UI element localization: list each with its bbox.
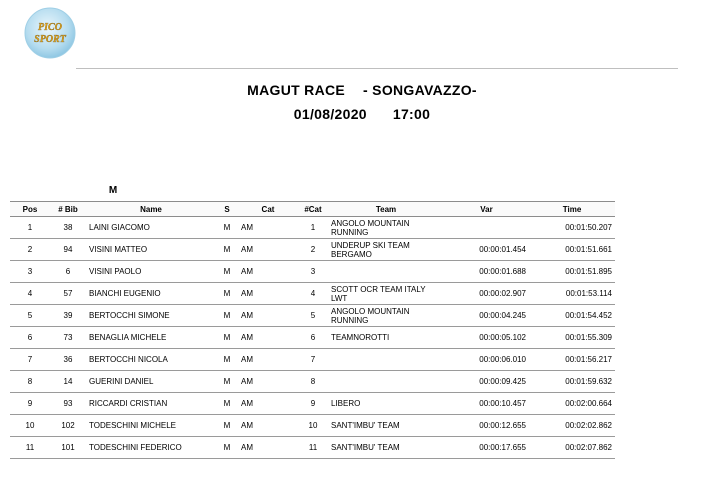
col-ncat-header: #Cat (298, 202, 328, 217)
cell-time: 00:01:54.452 (529, 305, 615, 327)
cell-team: ANGOLO MOUNTAIN RUNNING (328, 305, 444, 327)
cell-pos: 9 (10, 393, 50, 415)
cell-cat: AM (238, 415, 298, 437)
cell-pos: 11 (10, 437, 50, 459)
cell-sex: M (216, 415, 238, 437)
cell-sex: M (216, 327, 238, 349)
table-row (10, 217, 615, 239)
cell-cat: AM (238, 371, 298, 393)
cell-sex: M (216, 437, 238, 459)
col-bib-header: # Bib (50, 202, 86, 217)
cell-cat: AM (238, 393, 298, 415)
cell-cat: AM (238, 349, 298, 371)
cell-pos: 1 (10, 217, 50, 239)
race-date: 01/08/2020 (293, 106, 367, 122)
cell-cat: AM (238, 217, 298, 239)
cell-bib: 94 (50, 239, 86, 261)
cell-name: TODESCHINI MICHELE (86, 415, 216, 437)
cell-ncat: 6 (298, 327, 328, 349)
cell-team: ANGOLO MOUNTAIN RUNNING (328, 217, 444, 239)
cell-team (328, 371, 444, 393)
cell-pos: 3 (10, 261, 50, 283)
cell-name: BENAGLIA MICHELE (86, 327, 216, 349)
cell-bib: 38 (50, 217, 86, 239)
table-row (10, 305, 615, 327)
cell-time: 00:01:56.217 (529, 349, 615, 371)
cell-pos: 7 (10, 349, 50, 371)
table-row (10, 437, 615, 459)
race-datetime (0, 106, 724, 122)
cell-sex: M (216, 261, 238, 283)
group-row (10, 180, 615, 202)
cell-bib: 39 (50, 305, 86, 327)
col-pos-header: Pos (10, 202, 50, 217)
cell-var: 00:00:05.102 (444, 327, 529, 349)
cell-time: 00:02:02.862 (529, 415, 615, 437)
cell-ncat: 9 (298, 393, 328, 415)
cell-team: UNDERUP SKI TEAM BERGAMO (328, 239, 444, 261)
svg-text:PICO: PICO (38, 22, 62, 33)
cell-ncat: 10 (298, 415, 328, 437)
cell-var: 00:00:01.688 (444, 261, 529, 283)
cell-name: RICCARDI CRISTIAN (86, 393, 216, 415)
cell-sex: M (216, 393, 238, 415)
table-row (10, 371, 615, 393)
cell-var: 00:00:17.655 (444, 437, 529, 459)
cell-var (444, 217, 529, 239)
cell-sex: M (216, 217, 238, 239)
cell-var: 00:00:01.454 (444, 239, 529, 261)
table-header (10, 202, 615, 217)
cell-name: TODESCHINI FEDERICO (86, 437, 216, 459)
page-title (0, 82, 724, 98)
cell-bib: 93 (50, 393, 86, 415)
col-cat-header: Cat (238, 202, 298, 217)
cell-sex: M (216, 371, 238, 393)
cell-pos: 6 (10, 327, 50, 349)
table-row (10, 327, 615, 349)
cell-team (328, 349, 444, 371)
cell-ncat: 7 (298, 349, 328, 371)
cell-ncat: 3 (298, 261, 328, 283)
cell-time: 00:02:07.862 (529, 437, 615, 459)
col-var-header: Var (444, 202, 529, 217)
cell-team: SANT'IMBU' TEAM (328, 415, 444, 437)
table-row (10, 261, 615, 283)
cell-time: 00:01:59.632 (529, 371, 615, 393)
cell-name: LAINI GIACOMO (86, 217, 216, 239)
table-row (10, 393, 615, 415)
cell-var: 00:00:06.010 (444, 349, 529, 371)
cell-cat: AM (238, 305, 298, 327)
cell-ncat: 2 (298, 239, 328, 261)
cell-pos: 2 (10, 239, 50, 261)
cell-cat: AM (238, 437, 298, 459)
cell-name: VISINI MATTEO (86, 239, 216, 261)
cell-name: VISINI PAOLO (86, 261, 216, 283)
cell-time: 00:01:55.309 (529, 327, 615, 349)
cell-name: BERTOCCHI NICOLA (86, 349, 216, 371)
svg-text:SPORT: SPORT (34, 34, 66, 45)
results-table (10, 180, 615, 459)
cell-time: 00:01:51.895 (529, 261, 615, 283)
table-row (10, 349, 615, 371)
cell-var: 00:00:02.907 (444, 283, 529, 305)
cell-sex: M (216, 305, 238, 327)
cell-time: 00:01:50.207 (529, 217, 615, 239)
cell-bib: 101 (50, 437, 86, 459)
table-row (10, 239, 615, 261)
cell-time: 00:01:53.114 (529, 283, 615, 305)
cell-team: SCOTT OCR TEAM ITALY LWT (328, 283, 444, 305)
cell-pos: 4 (10, 283, 50, 305)
cell-bib: 6 (50, 261, 86, 283)
cell-var: 00:00:10.457 (444, 393, 529, 415)
cell-name: BERTOCCHI SIMONE (86, 305, 216, 327)
pico-sport-logo (23, 6, 77, 60)
cell-var: 00:00:12.655 (444, 415, 529, 437)
col-team-header: Team (328, 202, 444, 217)
cell-ncat: 1 (298, 217, 328, 239)
cell-time: 00:01:51.661 (529, 239, 615, 261)
cell-cat: AM (238, 327, 298, 349)
cell-ncat: 5 (298, 305, 328, 327)
cell-sex: M (216, 239, 238, 261)
col-sex-header: S (216, 202, 238, 217)
group-label: M (10, 180, 216, 202)
race-name: MAGUT RACE (247, 82, 346, 98)
col-time-header: Time (529, 202, 615, 217)
cell-pos: 5 (10, 305, 50, 327)
cell-team: SANT'IMBU' TEAM (328, 437, 444, 459)
cell-pos: 8 (10, 371, 50, 393)
cell-name: BIANCHI EUGENIO (86, 283, 216, 305)
cell-bib: 102 (50, 415, 86, 437)
cell-pos: 10 (10, 415, 50, 437)
table-row (10, 415, 615, 437)
cell-var: 00:00:09.425 (444, 371, 529, 393)
cell-time: 00:02:00.664 (529, 393, 615, 415)
cell-ncat: 11 (298, 437, 328, 459)
cell-bib: 57 (50, 283, 86, 305)
cell-ncat: 8 (298, 371, 328, 393)
cell-ncat: 4 (298, 283, 328, 305)
cell-team: TEAMNOROTTI (328, 327, 444, 349)
cell-cat: AM (238, 283, 298, 305)
cell-sex: M (216, 283, 238, 305)
race-time: 17:00 (392, 106, 431, 122)
cell-team: LIBERO (328, 393, 444, 415)
cell-bib: 14 (50, 371, 86, 393)
col-name-header: Name (86, 202, 216, 217)
race-location: - SONGAVAZZO- (363, 82, 477, 98)
cell-bib: 73 (50, 327, 86, 349)
cell-var: 00:00:04.245 (444, 305, 529, 327)
cell-name: GUERINI DANIEL (86, 371, 216, 393)
cell-cat: AM (238, 239, 298, 261)
cell-sex: M (216, 349, 238, 371)
cell-cat: AM (238, 261, 298, 283)
header-divider (76, 68, 678, 69)
table-row (10, 283, 615, 305)
cell-team (328, 261, 444, 283)
cell-bib: 36 (50, 349, 86, 371)
